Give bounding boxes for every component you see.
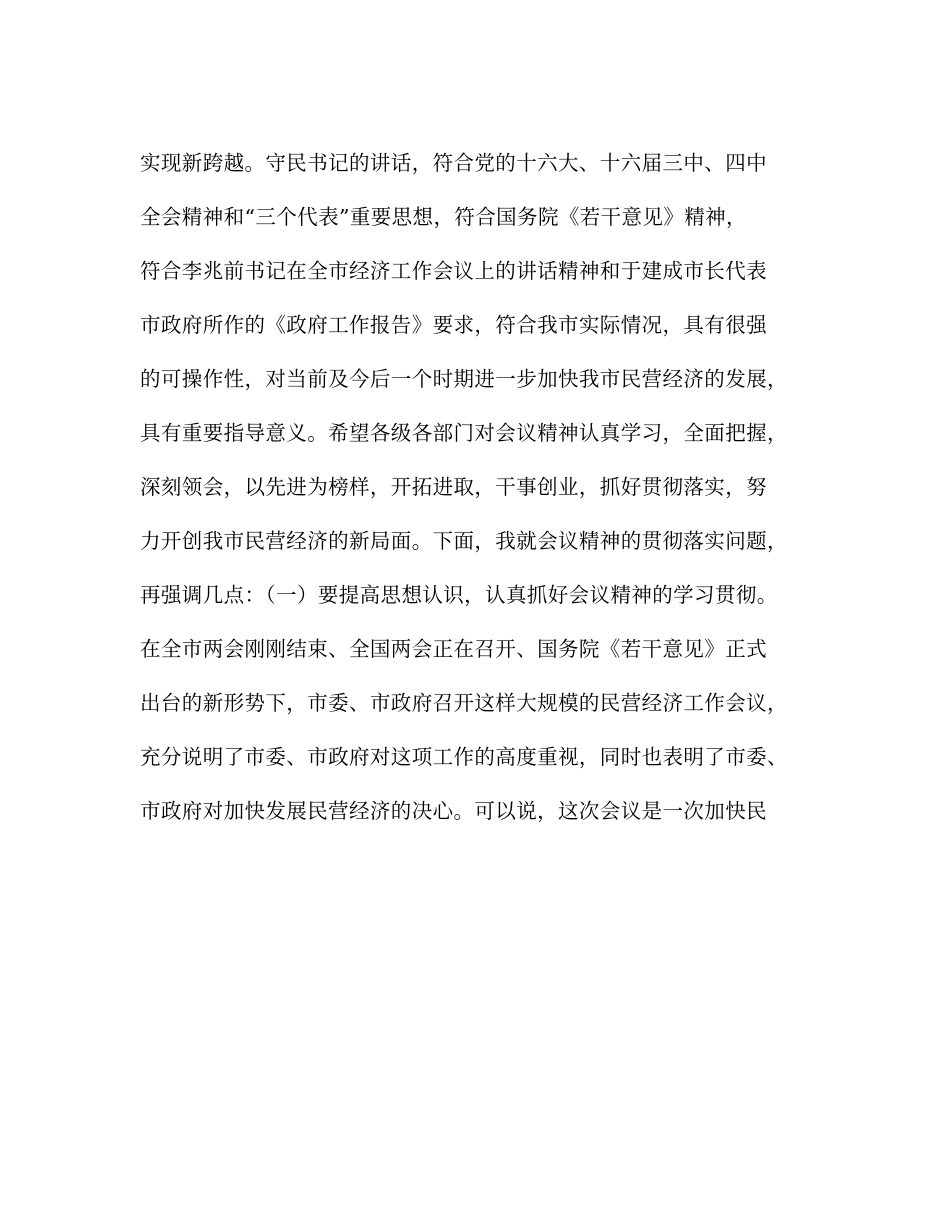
text-line: 深刻领会，以先进为榜样，开拓进取，干事创业，抓好贯彻落实，努 [140, 475, 767, 499]
text-line: 符合李兆前书记在全市经济工作会议上的讲话精神和于建成市长代表 [140, 259, 767, 283]
text-line: 力开创我市民营经济的新局面。下面，我就会议精神的贯彻落实问题， [140, 529, 788, 553]
text-line: 充分说明了市委、市政府对这项工作的高度重视，同时也表明了市委、 [140, 745, 788, 769]
text-line: 市政府所作的《政府工作报告》要求，符合我市实际情况，具有很强 [140, 313, 767, 337]
text-line: 全会精神和“三个代表”重要思想，符合国务院《若干意见》精神， [140, 205, 747, 229]
body-text [140, 136, 820, 838]
text-line: 的可操作性，对当前及今后一个时期进一步加快我市民营经济的发展， [140, 367, 788, 391]
text-line: 再强调几点：（一）要提高思想认识，认真抓好会议精神的学习贯彻。 [140, 583, 778, 607]
text-line: 市政府对加快发展民营经济的决心。可以说，这次会议是一次加快民 [140, 799, 767, 823]
text-line: 出台的新形势下，市委、市政府召开这样大规模的民营经济工作会议， [140, 691, 788, 715]
text-line: 具有重要指导意义。希望各级各部门对会议精神认真学习，全面把握， [140, 421, 788, 445]
text-line: 实现新跨越。守民书记的讲话，符合党的十六大、十六届三中、四中 [140, 151, 767, 175]
text-line: 在全市两会刚刚结束、全国两会正在召开、国务院《若干意见》正式 [140, 637, 767, 661]
